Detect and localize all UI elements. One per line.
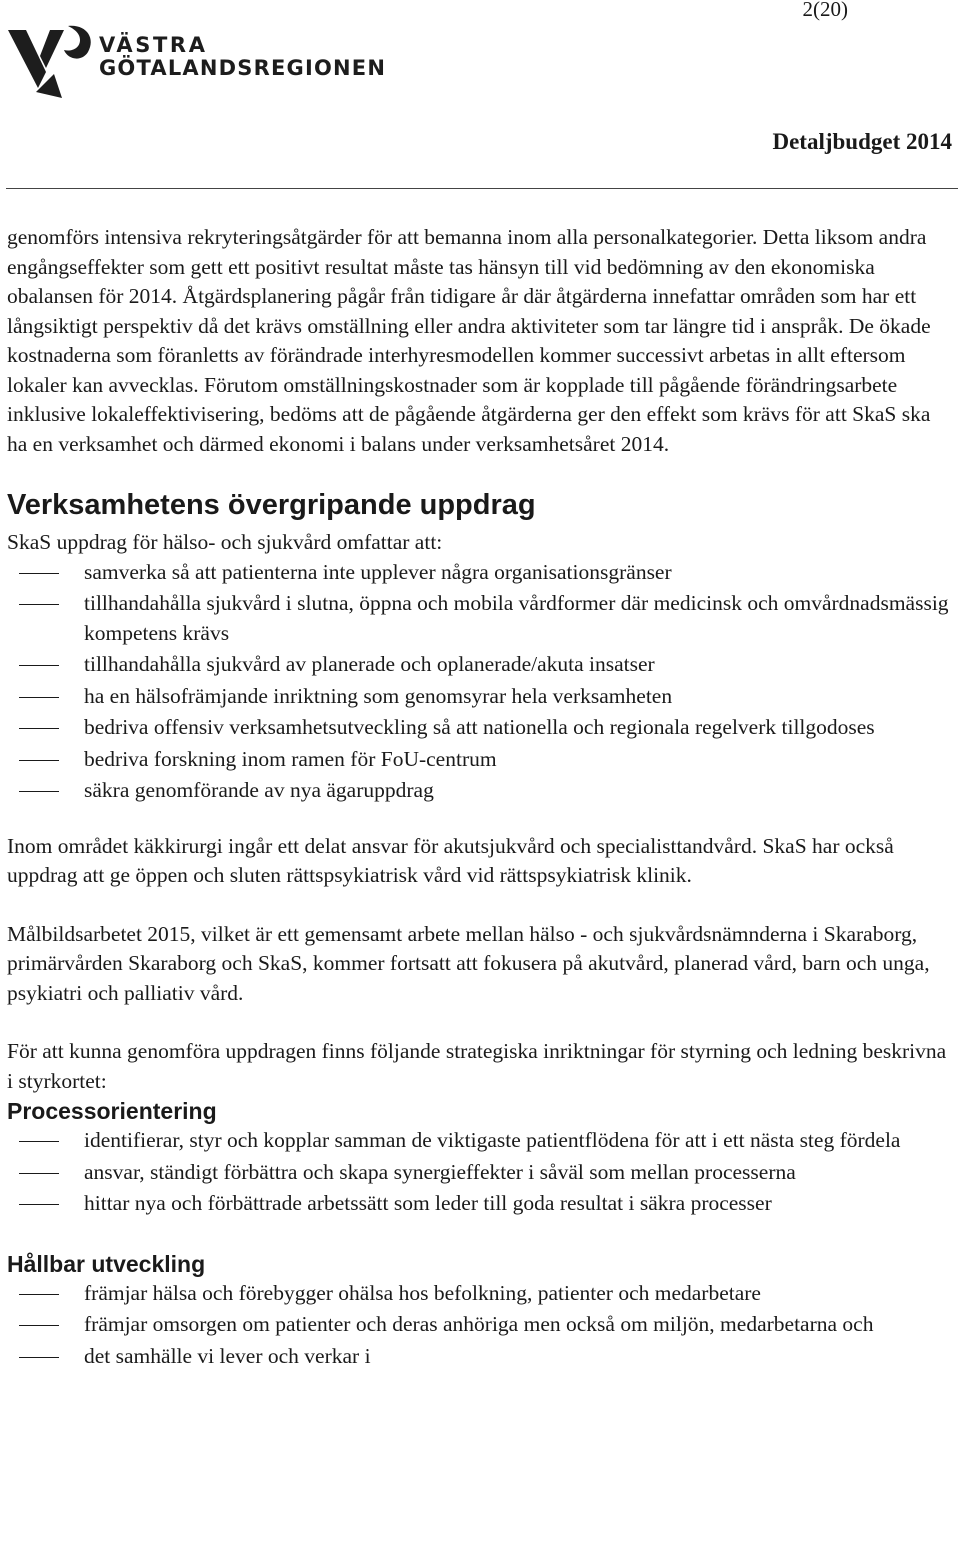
list-item [7,1189,955,1219]
list-item [7,713,955,743]
list-item [7,1310,955,1340]
list-item-text: ansvar, ständigt förbättra och skapa synergieffekter i såväl som mellan processerna [84,1159,796,1184]
process-list [7,1126,955,1219]
vastra-gotalandsregionen-logo [6,24,394,102]
list-item-text: identifierar, styr och kopplar samman de viktigaste patientflödena för att i ett nästa steg fördela [84,1128,901,1152]
list-item-text: det samhälle vi lever och verkar i [84,1343,371,1368]
paragraph-jaw-surgery: Inom området käkkirurgi ingår ett delat ansvar för akutsjukvård och specialisttandvård. SkaS har också uppdrag att ge öppen och sluten rättspsykiatrisk vård vid rättspsykiatrisk klinik. [7,833,894,887]
assignment-intro: SkaS uppdrag för hälso- och sjukvård omfattar att: [7,530,443,554]
logo-text-gotalandsregionen: GÖTALANDSREGIONEN [99,56,387,80]
list-item [7,682,955,712]
list-item-text: bedriva forskning inom ramen för FoU-centrum [84,746,497,771]
paragraph-strategic: För att kunna genomföra uppdragen finns följande strategiska inriktningar för styrning och ledning beskrivna i styrkortet: [7,1039,947,1093]
list-item-text: främjar omsorgen om patienter och deras anhöriga men också om miljön, medarbetarna och [84,1312,874,1336]
list-item [7,1158,955,1188]
list-item-text: hittar nya och förbättrade arbetssätt som leder till goda resultat i säkra processer [84,1191,772,1215]
list-item-text: bedriva offensiv verksamhetsutveckling så att nationella och regionala regelverk tillgodoses [84,715,875,739]
list-item [7,650,955,680]
list-item-text: samverka så att patienterna inte upplever några organisationsgränser [84,559,672,584]
list-item [7,558,955,588]
region-emblem-icon [6,24,96,102]
list-item-text: främjar hälsa och förebygger ohälsa hos befolkning, patienter och medarbetare [84,1280,761,1305]
paragraph-malbild: Målbildsarbetet 2015, vilket är ett gemensamt arbete mellan hälso - och sjukvårdsnämnderna i Skaraborg, primärvården Skaraborg och SkaS, kommer fortsatt att fokusera på akutvård, planerad vård, barn och unga, psykiatri och palliativ vård. [7,921,930,1005]
section-heading: Verksamhetens övergripande uppdrag [7,489,536,521]
list-item [7,776,955,806]
list-item-text: tillhandahålla sjukvård i slutna, öppna och mobila vårdformer där medicinsk och omvårdnadsmässig kompetens krävs [84,591,949,645]
list-item [7,1342,955,1372]
process-heading: Processorientering [7,1098,217,1124]
document-title: Detaljbudget 2014 [772,129,952,154]
logo-text-vastra: VÄSTRA [99,33,208,57]
document-body [7,223,955,1373]
list-item [7,1126,955,1156]
list-item-text: tillhandahålla sjukvård av planerade och oplanerade/akuta insatser [84,652,655,676]
sustainable-list [7,1279,955,1372]
header-divider [6,188,958,189]
list-item [7,589,955,648]
assignment-list [7,558,955,806]
intro-paragraph: genomförs intensiva rekryteringsåtgärder för att bemanna inom alla personalkategorier. Detta liksom andra engångseffekter som gett ett positivt resultat måste tas hänsyn till vid bedömning av den ekonomiska obalansen för 2014. Åtgärdsplanering pågår från tidigare år där åtgärderna innefattar områden som har ett långsiktigt perspektiv då det krävs omställning eller andra aktiviteter som tar längre tid i anspråk. De ökade kostnaderna som föranletts av förändrade interhyresmodellen kommer successivt arbetas in allt eftersom lokaler kan avvecklas. Förutom omställningskostnader som är kopplade till pågående förändringsarbete inklusive lokaleffektivisering, bedöms att de pågående åtgärderna ger den effekt som krävs för att SkaS ska ha en verksamhet och därmed ekonomi i balans under verksamhetsåret 2014. [7,225,931,456]
page-number: 2(20) [802,0,848,21]
list-item-text: ha en hälsofrämjande inriktning som genomsyrar hela verksamheten [84,683,673,708]
sustainable-heading: Hållbar utveckling [7,1250,206,1277]
list-item [7,1279,955,1309]
list-item-text: säkra genomförande av nya ägaruppdrag [84,778,434,802]
list-item [7,745,955,775]
